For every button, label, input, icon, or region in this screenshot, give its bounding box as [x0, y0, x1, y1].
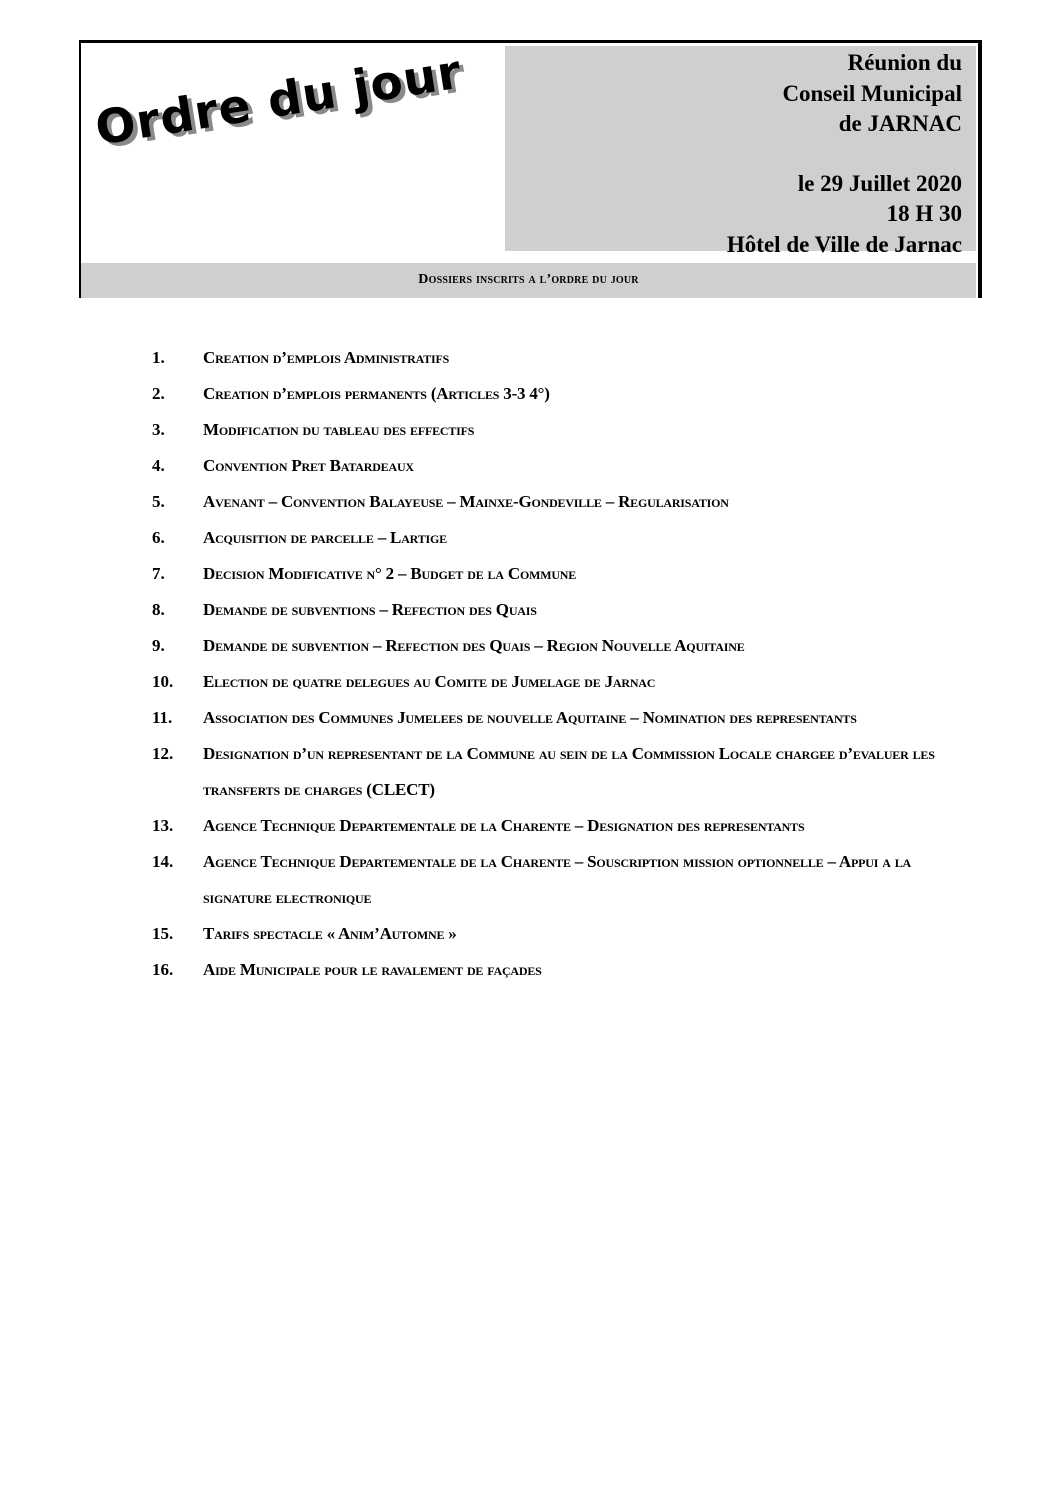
meeting-line-2: Conseil Municipal: [782, 80, 962, 106]
agenda-item: [0, 664, 1058, 700]
meeting-info-text: [727, 48, 962, 260]
agenda-item-number: 10.: [152, 672, 174, 691]
agenda-item-title: Tarifs spectacle « Anim’Automne »: [203, 924, 457, 943]
agenda-item-title: Demande de subventions – Refection des Quais: [203, 600, 537, 619]
meeting-venue: Hôtel de Ville de Jarnac: [726, 231, 962, 257]
agenda-item-title: Agence Technique Departementale de la Charente – Designation des representants: [203, 816, 805, 835]
agenda-item: [0, 556, 1058, 592]
agenda-item-number: 11.: [152, 708, 173, 727]
agenda-item: [0, 340, 1058, 376]
agenda-item-title: Creation d’emplois Administratifs: [203, 348, 450, 367]
agenda-item: [0, 628, 1058, 664]
agenda-item-title: Demande de subvention – Refection des Quais – Region Nouvelle Aquitaine: [203, 636, 745, 655]
agenda-item-number: 15.: [152, 924, 174, 943]
section-title: Dossiers inscrits a l’ordre du jour: [81, 263, 976, 298]
agenda-item: [0, 592, 1058, 628]
agenda-item-number: 1.: [152, 348, 165, 367]
agenda-item: [0, 808, 1058, 844]
agenda-item: [0, 700, 1058, 736]
agenda-item: [0, 844, 1058, 916]
agenda-item: [0, 376, 1058, 412]
agenda-item-title: Association des Communes Jumelees de nouvelle Aquitaine – Nomination des representants: [203, 708, 857, 727]
agenda-item-title: Decision Modificative n° 2 – Budget de la Commune: [203, 564, 577, 583]
meeting-time: 18 H 30: [886, 201, 962, 226]
agenda-item-number: 13.: [152, 816, 174, 835]
meeting-info-panel: [505, 46, 976, 257]
agenda-item-title: Agence Technique Departementale de la Charente – Souscription mission optionnelle – Appui a la signature electronique: [203, 852, 911, 907]
agenda-item-number: 7.: [152, 564, 165, 583]
agenda-item: [0, 412, 1058, 448]
agenda-item: [0, 916, 1058, 952]
agenda-item-number: 8.: [152, 600, 165, 619]
agenda-item-title: Designation d’un representant de la Commune au sein de la Commission Locale chargee d’evaluer les transferts de charges (CLECT): [203, 744, 935, 799]
meeting-date: le 29 Juillet 2020: [797, 170, 962, 196]
agenda-item-number: 12.: [152, 744, 174, 763]
agenda-item-title: Modification du tableau des effectifs: [203, 420, 475, 439]
agenda-item-number: 4.: [152, 456, 165, 475]
agenda-item-title: Acquisition de parcelle – Lartige: [203, 528, 447, 547]
document-title-wordart: Ordre du jour: [91, 44, 466, 157]
agenda-item-number: 14.: [152, 852, 174, 871]
agenda-item-number: 16.: [152, 960, 174, 979]
agenda-item-number: 5.: [152, 492, 165, 511]
agenda-item-title: Election de quatre delegues au Comite de Jumelage de Jarnac: [203, 672, 656, 691]
meeting-line-3: de JARNAC: [838, 111, 962, 136]
agenda-item-title: Creation d’emplois permanents (Articles 3-3 4°): [203, 384, 550, 403]
agenda-item: [0, 736, 1058, 808]
agenda-item: [0, 448, 1058, 484]
agenda-item-title: Avenant – Convention Balayeuse – Mainxe-Gondeville – Regularisation: [203, 492, 729, 511]
meeting-line-1: Réunion du: [847, 50, 962, 75]
agenda-item: [0, 520, 1058, 556]
agenda-item-number: 3.: [152, 420, 165, 439]
agenda-item-title: Convention Pret Batardeaux: [203, 456, 414, 475]
meeting-spacer: [727, 140, 962, 169]
agenda-list: [0, 340, 1058, 988]
agenda-item-number: 6.: [152, 528, 165, 547]
agenda-item: [0, 484, 1058, 520]
agenda-item-number: 9.: [152, 636, 165, 655]
agenda-item-number: 2.: [152, 384, 165, 403]
agenda-item: [0, 952, 1058, 988]
agenda-item-title: Aide Municipale pour le ravalement de façades: [203, 960, 542, 979]
